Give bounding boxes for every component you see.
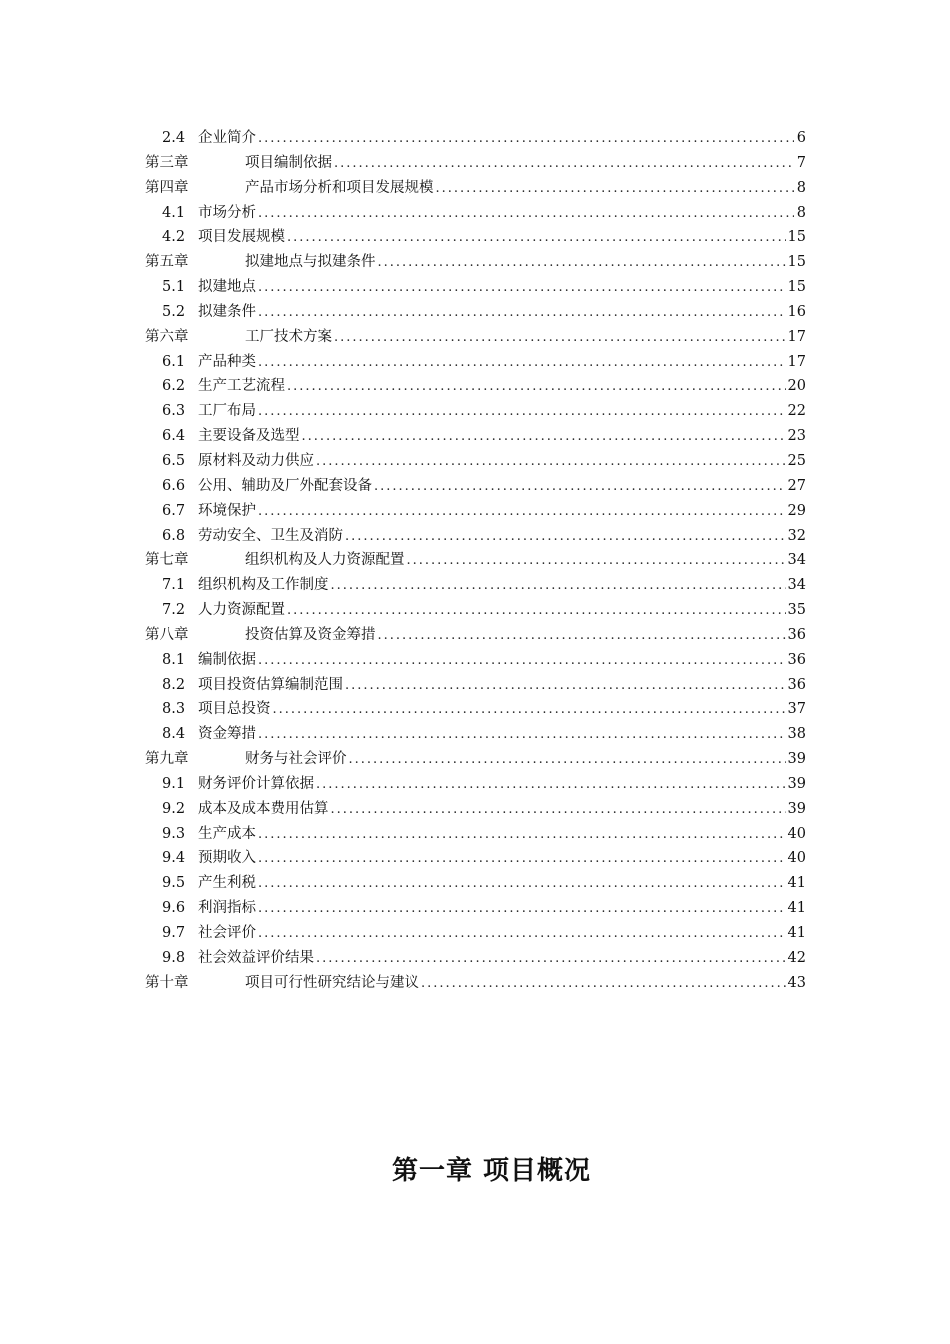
toc-dot-leader xyxy=(287,226,786,250)
toc-entry-page: 34 xyxy=(787,552,806,569)
toc-entry-number: 9.2 xyxy=(162,800,186,817)
toc-entry-page: 36 xyxy=(787,676,806,693)
toc-entry-page: 41 xyxy=(787,900,806,917)
toc-entry-title: 企业简介 xyxy=(198,130,256,146)
toc-entry[interactable] xyxy=(145,822,806,847)
toc-entry-page: 32 xyxy=(787,527,806,544)
toc-entry-number: 9.6 xyxy=(162,900,186,917)
toc-entry[interactable] xyxy=(145,201,806,226)
toc-entry-page: 34 xyxy=(787,577,806,594)
toc-entry-number: 8.2 xyxy=(162,676,186,693)
toc-entry[interactable] xyxy=(145,225,806,250)
toc-entry-page: 42 xyxy=(787,949,806,966)
toc-entry-number: 8.1 xyxy=(162,651,186,668)
toc-entry-page: 29 xyxy=(787,502,806,519)
toc-entry-page: 40 xyxy=(787,825,806,842)
table-of-contents xyxy=(145,126,806,996)
toc-entry-number: 6.8 xyxy=(162,527,186,544)
toc-entry[interactable] xyxy=(145,474,806,499)
toc-dot-leader xyxy=(302,425,786,449)
toc-entry[interactable] xyxy=(145,797,806,822)
toc-entry-page: 23 xyxy=(787,428,806,445)
toc-entry[interactable] xyxy=(145,374,806,399)
toc-entry-page: 39 xyxy=(787,751,806,768)
toc-entry-title: 财务评价计算依据 xyxy=(198,775,314,792)
toc-entry-page: 43 xyxy=(787,974,806,991)
toc-entry[interactable] xyxy=(145,275,806,300)
toc-entry[interactable] xyxy=(145,151,806,176)
toc-entry-title: 组织机构及人力资源配置 xyxy=(245,552,405,569)
toc-entry-title: 产生利税 xyxy=(198,875,256,892)
toc-entry[interactable] xyxy=(145,350,806,375)
toc-entry[interactable] xyxy=(145,846,806,871)
toc-entry[interactable] xyxy=(145,524,806,549)
toc-entry[interactable] xyxy=(145,921,806,946)
toc-entry-page: 36 xyxy=(787,651,806,668)
toc-entry-title: 项目发展规模 xyxy=(198,229,285,246)
toc-dot-leader xyxy=(316,947,786,971)
toc-entry-title: 项目编制依据 xyxy=(245,154,332,171)
toc-entry[interactable] xyxy=(145,598,806,623)
toc-dot-leader xyxy=(258,847,786,871)
toc-dot-leader xyxy=(345,525,786,549)
toc-entry[interactable] xyxy=(145,946,806,971)
toc-entry-number: 7.2 xyxy=(162,602,186,619)
toc-dot-leader xyxy=(407,549,786,573)
toc-dot-leader xyxy=(258,351,786,375)
toc-entry-title: 利润指标 xyxy=(198,900,256,917)
toc-dot-leader xyxy=(331,574,786,598)
toc-dot-leader xyxy=(258,276,786,300)
toc-dot-leader xyxy=(287,375,786,399)
toc-entry-title: 预期收入 xyxy=(198,850,256,867)
toc-entry-number: 第三章 xyxy=(145,154,189,171)
toc-entry-page: 39 xyxy=(787,800,806,817)
toc-entry-number: 第九章 xyxy=(145,751,189,768)
toc-entry-number: 第五章 xyxy=(145,254,189,271)
toc-entry-number: 8.4 xyxy=(162,726,186,743)
toc-entry[interactable] xyxy=(145,176,806,201)
toc-entry-number: 第十章 xyxy=(145,974,189,991)
toc-entry-page: 36 xyxy=(787,626,806,643)
chapter-heading: 第一章 项目概况 xyxy=(391,1156,592,1186)
toc-dot-leader xyxy=(258,649,786,673)
toc-entry-page: 17 xyxy=(787,353,806,370)
toc-entry-page: 17 xyxy=(787,328,806,345)
toc-dot-leader xyxy=(378,251,786,275)
toc-entry-number: 第六章 xyxy=(145,328,189,345)
toc-entry-number: 9.1 xyxy=(162,775,186,792)
toc-dot-leader xyxy=(316,773,786,797)
toc-entry-number: 9.7 xyxy=(162,925,186,941)
toc-dot-leader xyxy=(349,748,786,772)
toc-entry-page: 15 xyxy=(787,279,806,296)
toc-entry-title: 公用、辅助及厂外配套设备 xyxy=(198,477,372,494)
toc-entry-number: 2.4 xyxy=(162,130,186,146)
toc-dot-leader xyxy=(258,400,786,424)
toc-dot-leader xyxy=(287,599,786,623)
toc-entry-number: 第七章 xyxy=(145,552,189,569)
toc-dot-leader xyxy=(258,301,786,325)
toc-entry[interactable] xyxy=(145,300,806,325)
toc-entry-number: 9.5 xyxy=(162,875,186,892)
toc-entry-page: 41 xyxy=(787,875,806,892)
toc-entry-number: 6.5 xyxy=(162,452,186,469)
toc-entry-page: 7 xyxy=(796,154,806,171)
toc-dot-leader xyxy=(334,152,794,176)
toc-entry-number: 5.2 xyxy=(162,303,186,320)
toc-entry-number: 4.2 xyxy=(162,229,186,246)
toc-dot-leader xyxy=(316,450,786,474)
toc-entry-page: 40 xyxy=(787,850,806,867)
toc-entry-title: 资金筹措 xyxy=(198,726,256,743)
toc-entry-title: 投资估算及资金筹措 xyxy=(245,626,376,643)
toc-entry-title: 项目投资估算编制范围 xyxy=(198,676,343,693)
toc-entry-title: 组织机构及工作制度 xyxy=(198,577,329,594)
toc-entry-title: 主要设备及选型 xyxy=(198,428,300,445)
toc-entry-title: 财务与社会评价 xyxy=(245,751,347,768)
toc-entry[interactable] xyxy=(145,449,806,474)
toc-entry-title: 生产成本 xyxy=(198,825,256,842)
toc-entry-title: 环境保护 xyxy=(198,502,256,519)
toc-entry-number: 9.3 xyxy=(162,825,186,842)
toc-entry-number: 6.2 xyxy=(162,378,186,395)
toc-entry[interactable] xyxy=(145,623,806,648)
toc-entry[interactable] xyxy=(145,325,806,350)
toc-entry-title: 原材料及动力供应 xyxy=(198,452,314,469)
toc-entry-page: 22 xyxy=(787,403,806,420)
toc-entry-number: 7.1 xyxy=(162,577,186,594)
toc-dot-leader xyxy=(273,698,786,722)
toc-entry-number: 5.1 xyxy=(162,279,186,296)
toc-entry-page: 38 xyxy=(787,726,806,743)
toc-entry-title: 人力资源配置 xyxy=(198,602,285,619)
toc-entry[interactable] xyxy=(145,747,806,772)
toc-entry-number: 6.6 xyxy=(162,477,186,494)
toc-entry-page: 25 xyxy=(787,452,806,469)
toc-dot-leader xyxy=(258,922,786,946)
toc-entry[interactable] xyxy=(145,648,806,673)
toc-entry-number: 6.7 xyxy=(162,502,186,519)
toc-entry-page: 16 xyxy=(787,303,806,320)
toc-entry-title: 编制依据 xyxy=(198,651,256,668)
toc-entry-title: 产品种类 xyxy=(198,353,256,370)
toc-entry-title: 产品市场分析和项目发展规模 xyxy=(245,179,434,196)
toc-entry[interactable] xyxy=(145,126,806,151)
toc-dot-leader xyxy=(378,624,786,648)
toc-entry-number: 6.1 xyxy=(162,353,186,370)
toc-entry-page: 15 xyxy=(787,254,806,271)
toc-entry-title: 拟建条件 xyxy=(198,303,256,320)
toc-entry-page: 41 xyxy=(787,925,806,941)
toc-dot-leader xyxy=(258,127,794,151)
toc-dot-leader xyxy=(436,177,795,201)
toc-entry-page: 6 xyxy=(796,130,806,146)
toc-entry-title: 劳动安全、卫生及消防 xyxy=(198,527,343,544)
toc-entry-title: 项目可行性研究结论与建议 xyxy=(245,974,419,991)
toc-entry-title: 工厂技术方案 xyxy=(245,328,332,345)
toc-entry-title: 社会效益评价结果 xyxy=(198,949,314,966)
toc-dot-leader xyxy=(258,897,786,921)
toc-entry-title: 生产工艺流程 xyxy=(198,378,285,395)
toc-entry-title: 社会评价 xyxy=(198,925,256,941)
toc-entry-title: 拟建地点与拟建条件 xyxy=(245,254,376,271)
toc-entry[interactable] xyxy=(145,573,806,598)
toc-dot-leader xyxy=(374,475,786,499)
toc-entry-title: 市场分析 xyxy=(198,204,256,221)
toc-entry-number: 9.4 xyxy=(162,850,186,867)
toc-entry-number: 9.8 xyxy=(162,949,186,966)
toc-entry-page: 15 xyxy=(787,229,806,246)
toc-entry-number: 第四章 xyxy=(145,179,189,196)
toc-dot-leader xyxy=(258,723,786,747)
toc-dot-leader xyxy=(334,326,786,350)
toc-entry-title: 成本及成本费用估算 xyxy=(198,800,329,817)
toc-entry-number: 8.3 xyxy=(162,701,186,718)
toc-dot-leader xyxy=(258,500,786,524)
toc-entry-title: 项目总投资 xyxy=(198,701,271,718)
toc-dot-leader xyxy=(421,972,786,996)
toc-entry[interactable] xyxy=(145,697,806,722)
toc-dot-leader xyxy=(258,872,786,896)
toc-entry-page: 39 xyxy=(787,775,806,792)
toc-entry[interactable] xyxy=(145,499,806,524)
toc-entry-page: 8 xyxy=(796,204,806,221)
toc-dot-leader xyxy=(258,823,786,847)
toc-entry-number: 6.3 xyxy=(162,403,186,420)
toc-entry[interactable] xyxy=(145,722,806,747)
toc-entry-number: 6.4 xyxy=(162,428,186,445)
toc-entry-title: 拟建地点 xyxy=(198,279,256,296)
toc-entry[interactable] xyxy=(145,548,806,573)
toc-entry-page: 37 xyxy=(787,701,806,718)
toc-entry[interactable] xyxy=(145,673,806,698)
toc-entry-number: 第八章 xyxy=(145,626,189,643)
toc-dot-leader xyxy=(258,202,794,226)
toc-entry-number: 4.1 xyxy=(162,204,186,221)
toc-entry[interactable] xyxy=(145,871,806,896)
toc-dot-leader xyxy=(331,798,786,822)
toc-entry[interactable] xyxy=(145,250,806,275)
toc-entry[interactable] xyxy=(145,399,806,424)
toc-dot-leader xyxy=(345,674,786,698)
toc-entry-page: 20 xyxy=(787,378,806,395)
toc-entry-page: 27 xyxy=(787,477,806,494)
toc-entry[interactable] xyxy=(145,424,806,449)
toc-entry-title: 工厂布局 xyxy=(198,403,256,420)
toc-entry[interactable] xyxy=(145,772,806,797)
toc-entry-page: 35 xyxy=(787,602,806,619)
toc-entry-page: 8 xyxy=(796,179,806,196)
toc-entry[interactable] xyxy=(145,971,806,996)
toc-entry[interactable] xyxy=(145,896,806,921)
